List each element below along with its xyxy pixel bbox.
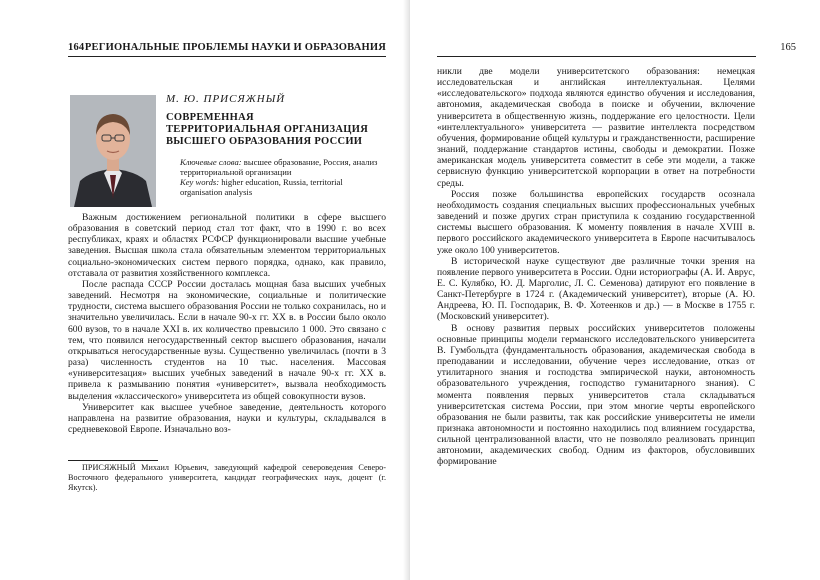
paragraph: В основу развития первых российских университетов положены основные принципы модели германского исследовательского университета В. Гумбольдта (фундаментальность образования, академическая свобода в преподавании и исследовании, обучение через исследование, отказ от утилитарного знания и господства эмпирической науки, автономность образовательного учреждения, господство гуманитарного знания). С момента появления первых университетов стала складываться университетская система России, при этом многие черты европейского образования не были развиты, так как российские университеты не имели признака автономности и постоянно находились под влиянием государства, сильной централизованной власти, что не позволяло реализовать принцип автономии, академических свобод. Одним из факторов, обусловивших формирование: [437, 322, 755, 468]
footnote-text: ПРИСЯЖНЫЙ Михаил Юрьевич, заведующий кафедрой североведения Северо-Восточного федерального университета, кандидат географических наук, доцент (г. Якутск).: [68, 463, 386, 492]
keywords-en-label: Key words:: [180, 177, 220, 187]
paragraph: После распада СССР России досталась мощная база высших учебных заведений. Несмотря на экономические, социальные и политические трудности, система высшего образования России не только сохранилась, но и значительно увеличилась. Если в начале 90-х гг. XX в. в России было около 600 вузов, то в начале XXI в. их количество превысило 1 000. Это связано с тем, что появился негосударственный сектор высшего образования, начали открываться негосударственные вузы. Существенно увеличилась (почти в 3 раза) численность студентов на 10 тыс. населения. Массовая «университезация» высших учебных заведений в начале 90-х гг. XX в. привела к размыванию понятия «университет», вызвала необходимость выделения «классического» университета из общей совокупности вузов.: [68, 278, 386, 402]
paragraph: никли две модели университетского образования: немецкая исследовательская и английская интеллектуальная. Целями «исследовательского» подхода являются единство обучения и исследования, автономия, академическая свобода в поиске и обучении, включение университета в общественную жизнь, поддержание его целостности. Цели «интеллектуального» университета — развитие интеллекта посредством обучения, формирование общей культуры и гражданственности, расширение знаний, поддержание стандартов истины, свободы и демократии. Позже американская модель университета совместит в себе эти модели, а также сервисную функцию университетской корпорации в ответ на потребности среды.: [437, 66, 755, 189]
right-body-text: [437, 66, 755, 468]
title-line: ВЫСШЕГО ОБРАЗОВАНИЯ РОССИИ: [166, 136, 363, 147]
keywords-ru: [180, 157, 386, 177]
footnote-rule: [68, 460, 158, 461]
right-header-rule: [437, 56, 756, 57]
header-rule: [68, 56, 386, 57]
keywords-block: [180, 157, 386, 197]
keywords-ru-label: Ключевые слова:: [180, 157, 242, 167]
author-portrait-icon: [70, 95, 156, 207]
keywords-ru-text: высшее образование, Россия, анализ территориальной организации: [180, 157, 378, 177]
paragraph: Университет как высшее учебное заведение, деятельность которого направлена на развитие образования, науки и культуры, складывался в средневековой Европе. Изначально воз-: [68, 401, 386, 435]
paragraph: Россия позже большинства европейских государств осознала необходимость создания специальных высших профессиональных учебных заведений и позже других стран приступила к созданию государственной системы высшего образования. К моменту появления в начале XVIII в. первого российского академического университета в Европе насчитывалось уже около 100 университетов.: [437, 188, 755, 256]
keywords-en-text: higher education, Russia, territorial organisation analysis: [180, 177, 343, 197]
right-page: [410, 0, 820, 580]
right-page-number: 165: [780, 42, 796, 53]
running-title: РЕГИОНАЛЬНЫЕ ПРОБЛЕМЫ НАУКИ И ОБРАЗОВАНИЯ: [84, 42, 386, 53]
paragraph: В исторической науке существуют две различные точки зрения на появление первого университета в России. Одни историографы (А. И. Аврус, Е. С. Кулябко, Ю. Д. Марголис, Л. С. Семенова) датируют его появление в Санкт-Петербурге в 1724 г. (Академический университет), вторые (А. Ю. Андреева, Ю. П. Господарик, В. Ф. Хотеенков и др.) — в Москве в 1755 г. (Московский университет).: [437, 255, 755, 323]
left-page-header: [68, 42, 386, 53]
footnote: [68, 463, 386, 493]
author-photo: [70, 95, 156, 207]
left-body-text: [68, 212, 386, 435]
article-title: [166, 112, 386, 148]
left-page-number: 164: [68, 42, 85, 53]
paragraph: Важным достижением региональной политики в сфере высшего образования в советский период стал тот факт, что в 1990 г. во всех республиках, краях и областях РСФСР функционировали высшие учебные заведения. Высшая школа стала обязательным элементом территориальных социально-экономических систем первого порядка, однако, как правило, отставала от развития хозяйственного комплекса.: [68, 212, 386, 279]
title-line: ТЕРРИТОРИАЛЬНАЯ ОРГАНИЗАЦИЯ: [166, 124, 369, 135]
author-name: М. Ю. ПРИСЯЖНЫЙ: [166, 93, 286, 105]
title-line: СОВРЕМЕННАЯ: [166, 112, 254, 123]
keywords-en: [180, 177, 386, 197]
